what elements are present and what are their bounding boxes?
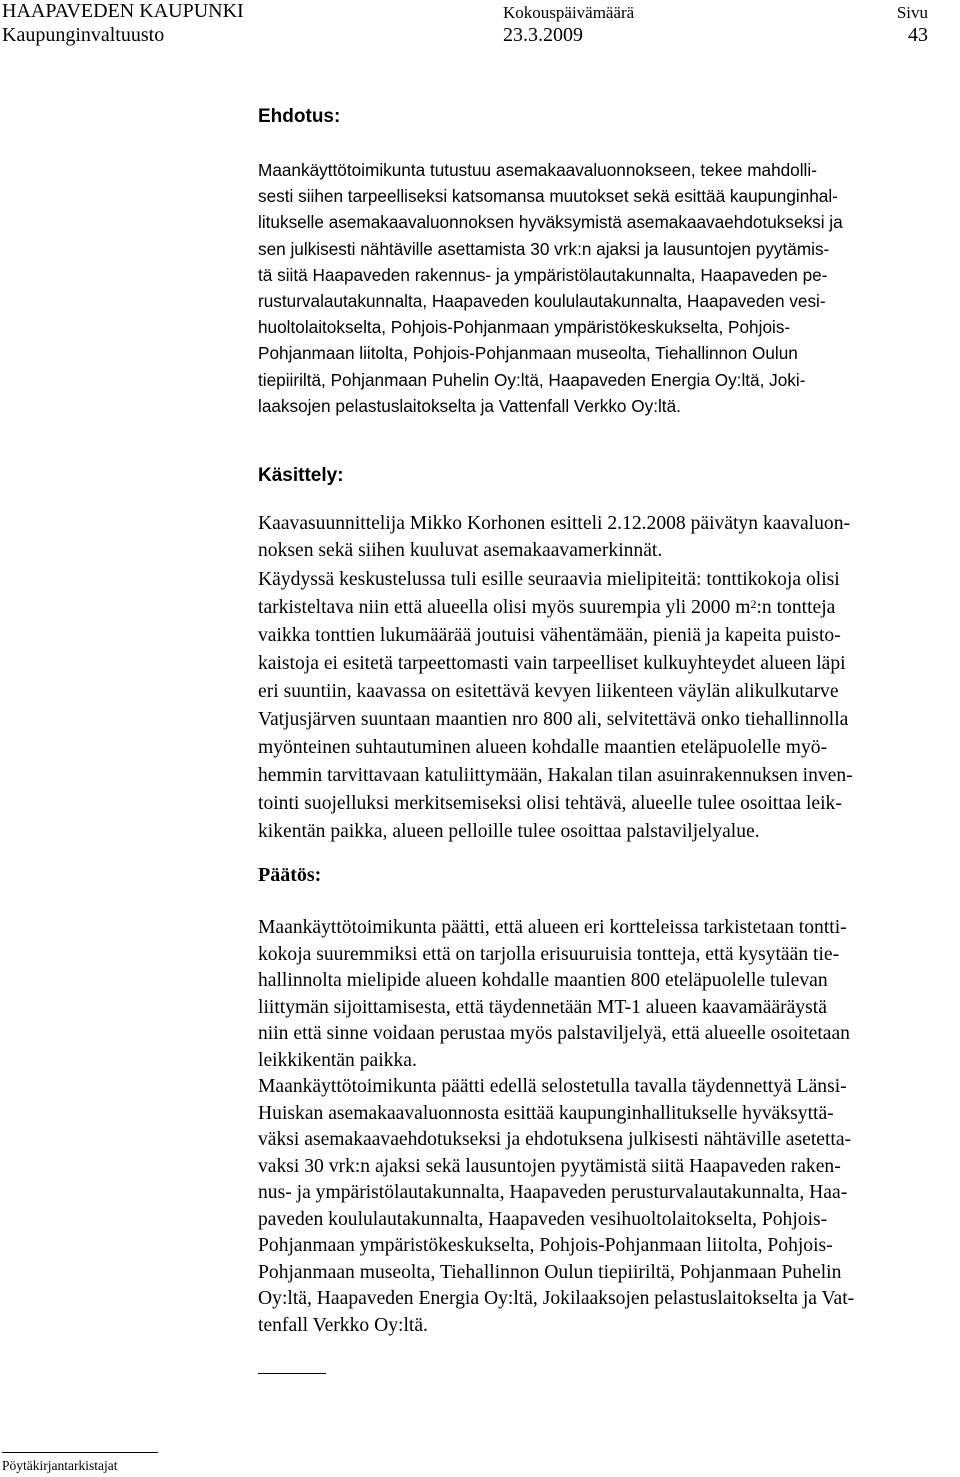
paatos-heading: Päätös:: [258, 864, 322, 886]
text-line: laaksojen pelastuslaitokselta ja Vattenfall Verkko Oy:ltä.: [258, 395, 681, 416]
text-segment: :n tontteja: [756, 597, 836, 618]
text-line: litukselle asemakaavaluonnoksen hyväksymistä asemakaavaehdotukseksi ja: [258, 212, 843, 233]
text-line: Pohjanmaan museolta, Tiehallinnon Oulun tiepiiriltä, Pohjanmaan Puhelin: [258, 1261, 842, 1283]
text-line: Pohjanmaan ympäristökeskukselta, Pohjois-Pohjanmaan liitolta, Pohjois-: [258, 1235, 833, 1256]
text-line: tiepiiriltä, Pohjanmaan Puhelin Oy:ltä, Haapaveden Energia Oy:ltä, Joki-: [258, 369, 806, 390]
kasittely-discussion: [258, 566, 952, 846]
text-line-with-superscript: [258, 594, 952, 622]
kasittely-heading: Käsittely:: [258, 465, 344, 486]
text-line: sesti siihen tarpeelliseksi katsomansa muutokset sekä esittää kaupunginhal-: [258, 186, 838, 207]
ehdotus-heading: Ehdotus:: [258, 106, 341, 127]
superscript: 2: [750, 597, 757, 611]
paatos-paragraph-1: [258, 915, 952, 1339]
text-line: myönteinen suhtautuminen alueen kohdalle maantien eteläpuolelle myö-: [258, 737, 828, 758]
text-line: leikkikentän paikka.: [258, 1049, 417, 1071]
text-segment: tarkisteltava niin että alueella olisi myös suurempia yli 2000 m: [258, 597, 751, 618]
page-label: Sivu: [896, 3, 928, 22]
text-line: hemmin tarvittavaan katuliittymään, Hakalan tilan asuinrakennuksen inven-: [258, 765, 853, 786]
kasittely-intro: [258, 511, 952, 564]
text-line: Huiskan asemakaavaluonnosta esittää kaupunginhallitukselle hyväksyttä-: [258, 1102, 834, 1124]
text-line: tä siitä Haapaveden rakennus- ja ympäristölautakunnalta, Haapaveden pe-: [258, 264, 828, 285]
body-name: Kaupunginvaltuusto: [2, 24, 165, 46]
text-line: noksen sekä siihen kuuluvat asemakaavamerkinnät.: [258, 539, 663, 561]
text-line: tenfall Verkko Oy:ltä.: [258, 1314, 428, 1336]
text-line: huoltolaitokselta, Pohjois-Pohjanmaan ympäristökeskukselta, Pohjois-: [258, 317, 791, 338]
text-line: rusturvalautakunnalta, Haapaveden koululautakunnalta, Haapaveden vesi-: [258, 290, 826, 311]
text-line: Maankäyttötoimikunta tutustuu asemakaavaluonnokseen, tekee mahdolli-: [258, 160, 817, 180]
text-line: nus- ja ympäristölautakunnalta, Haapaveden perusturvalautakunnalta, Haa-: [258, 1182, 848, 1203]
text-line: vaksi 30 vrk:n ajaksi sekä lausuntojen pyytämistä siitä Haapaveden raken-: [258, 1155, 841, 1177]
section-end-rule: [258, 1373, 326, 1374]
text-line: Maankäyttötoimikunta päätti, että alueen eri kortteleissa tarkistetaan tontti-: [258, 917, 847, 938]
date-label: Kokouspäivämäärä: [503, 3, 635, 22]
header-row-1: [0, 0, 960, 26]
meeting-date: 23.3.2009: [503, 24, 583, 46]
text-line: tointi suojelluksi merkitsemiseksi olisi tehtävä, alueelle tulee osoittaa leik-: [258, 793, 842, 814]
text-line: väksi asemakaavaehdotukseksi ja ehdotuksena julkisesti nähtäville asetetta-: [258, 1129, 852, 1150]
text-line: Kaavasuunnittelija Mikko Korhonen esitteli 2.12.2008 päivätyn kaavaluon-: [258, 513, 851, 534]
text-line: paveden koululautakunnalta, Haapaveden vesihuoltolaitokselta, Pohjois-: [258, 1208, 828, 1230]
org-name: HAAPAVEDEN KAUPUNKI: [2, 0, 244, 22]
text-line: liittymän sijoittamisesta, että täydennetään MT-1 alueen kaavamääräystä: [258, 996, 827, 1018]
footer-label: Pöytäkirjantarkistajat: [2, 1458, 118, 1473]
text-line: eri suuntiin, kaavassa on esitettävä kevyen liikenteen väylän alikulkutarve: [258, 681, 839, 702]
text-line: kokoja suuremmiksi että on tarjolla erisuuruisia tontteja, että kysytään tie-: [258, 943, 840, 965]
text-line: vaikka tonttien lukumäärää joutuisi vähentämään, pieniä ja kapeita puisto-: [258, 625, 841, 646]
footer-rule: [2, 1452, 158, 1453]
text-line: Pohjanmaan liitolta, Pohjois-Pohjanmaan museolta, Tiehallinnon Oulun: [258, 343, 798, 364]
text-line: kaistoja ei esitetä tarpeettomasti vain tarpeelliset kulkuyhteydet alueen läpi: [258, 653, 846, 674]
page-number: 43: [908, 24, 928, 46]
text-line: Maankäyttötoimikunta päätti edellä selostetulla tavalla täydennettyä Länsi-: [258, 1076, 847, 1097]
text-line: sen julkisesti nähtäville asettamista 30 vrk:n ajaksi ja lausuntojen pyytämis-: [258, 238, 830, 259]
ehdotus-paragraph: [258, 157, 952, 419]
text-line: Oy:ltä, Haapaveden Energia Oy:ltä, Jokilaaksojen pelastuslaitokselta ja Vat-: [258, 1288, 855, 1309]
text-line: hallinnolta mielipide alueen kohdalle maantien 800 eteläpuolelle tulevan: [258, 970, 828, 991]
text-line: Vatjusjärven suuntaan maantien nro 800 ali, selvitettävä onko tiehallinnolla: [258, 709, 849, 730]
text-line: niin että sinne voidaan perustaa myös palstaviljelyä, että alueelle osoitetaan: [258, 1023, 850, 1044]
header-row-2: [0, 24, 960, 52]
text-line: kikentän paikka, alueen pelloille tulee osoittaa palstaviljelyalue.: [258, 821, 760, 842]
text-line: Käydyssä keskustelussa tuli esille seuraavia mielipiteitä: tonttikokoja olisi: [258, 569, 840, 590]
